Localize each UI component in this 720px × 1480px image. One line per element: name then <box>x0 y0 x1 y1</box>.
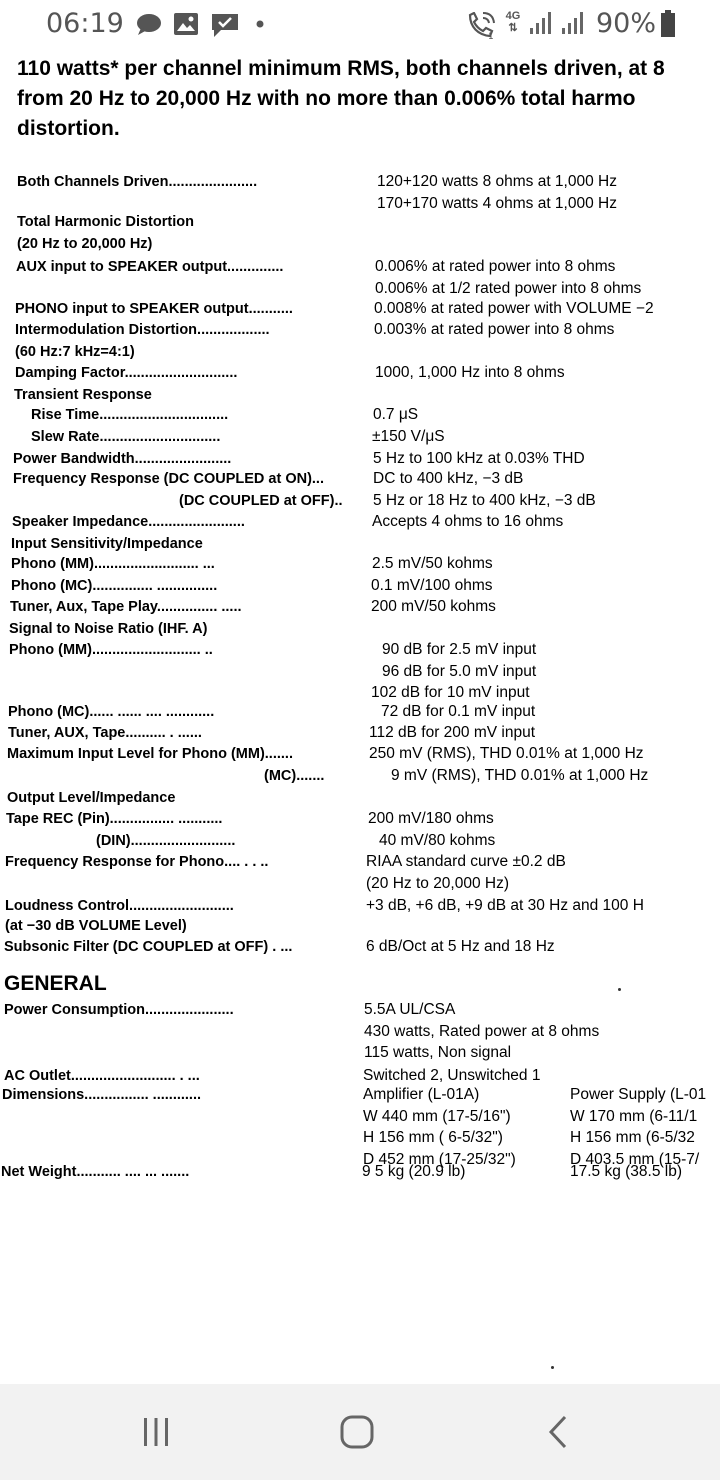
headline <box>17 54 720 144</box>
spec-row <box>0 299 720 319</box>
spec-row <box>0 469 720 489</box>
svg-text:1: 1 <box>488 32 494 40</box>
spec-value-secondary: 17.5 kg (38.5 lb) <box>570 1163 683 1180</box>
message-icon <box>211 12 239 38</box>
spec-row <box>0 512 720 532</box>
spec-label: Frequency Response for Phono.... . . .. <box>5 854 269 870</box>
spec-value: RIAA standard curve ±0.2 dB <box>366 853 566 870</box>
spec-value: 250 mV (RMS), THD 0.01% at 1,000 Hz <box>369 745 644 762</box>
general-row <box>0 1162 720 1182</box>
spec-label: Damping Factor............................ <box>15 365 238 381</box>
spec-value: Accepts 4 ohms to 16 ohms <box>372 513 564 530</box>
spec-value: DC to 400 kHz, −3 dB <box>373 470 524 487</box>
spec-row <box>0 640 720 701</box>
spec-row <box>0 619 720 639</box>
spec-label: (at −30 dB VOLUME Level) <box>5 918 187 934</box>
signal-bars-icon <box>560 10 586 36</box>
spec-value: 0.7 μS <box>373 406 419 423</box>
spec-row <box>0 342 720 362</box>
spec-label: Loudness Control.......................... <box>5 898 234 914</box>
home-icon <box>339 1414 375 1450</box>
recent-apps-icon <box>140 1416 172 1448</box>
spec-label: Both Channels Driven...................... <box>17 174 258 190</box>
spec-row <box>0 597 720 617</box>
general-row <box>0 1000 720 1061</box>
spec-label: Power Consumption...................... <box>4 1002 234 1018</box>
battery-icon <box>660 10 676 38</box>
spec-value: 40 mV/80 kohms <box>379 832 496 849</box>
spec-value: 200 mV/180 ohms <box>368 810 494 827</box>
spec-value-secondary: W 170 mm (6-11/1 <box>570 1107 698 1125</box>
spec-label: Tuner, AUX, Tape.......... . ...... <box>8 725 202 741</box>
spec-label: Power Bandwidth........................ <box>13 451 232 467</box>
back-icon <box>546 1414 570 1450</box>
spec-label: Phono (MC)...... ...... .... ............ <box>8 704 215 720</box>
general-heading: GENERAL <box>4 972 107 995</box>
spec-value: (20 Hz to 20,000 Hz) <box>366 874 510 892</box>
spec-value: 9 mV (RMS), THD 0.01% at 1,000 Hz <box>391 767 649 784</box>
spec-row <box>0 916 720 936</box>
spec-label: Input Sensitivity/Impedance <box>11 536 203 552</box>
spec-value: 2.5 mV/50 kohms <box>372 555 493 572</box>
spec-value: 5 Hz to 100 kHz at 0.03% THD <box>373 450 585 467</box>
spec-row <box>0 744 720 764</box>
spec-label: Subsonic Filter (DC COUPLED at OFF) . ... <box>4 939 293 955</box>
spec-row <box>0 702 720 722</box>
spec-label: Speaker Impedance........................ <box>12 514 245 530</box>
spec-label: Output Level/Impedance <box>7 790 176 806</box>
home-button[interactable] <box>327 1408 387 1456</box>
spec-row <box>0 234 720 254</box>
spec-value: 0.008% at rated power with VOLUME −2 <box>374 300 654 317</box>
spec-value: 1000, 1,000 Hz into 8 ohms <box>375 364 565 381</box>
back-button[interactable] <box>528 1408 588 1456</box>
spec-value: ±150 V/μS <box>372 428 445 445</box>
spec-row <box>0 554 720 574</box>
spec-label: Signal to Noise Ratio (IHF. A) <box>9 621 208 637</box>
image-icon <box>173 12 199 36</box>
spec-value: 5.5A UL/CSA <box>364 1001 456 1018</box>
spec-value: 0.003% at rated power into 8 ohms <box>374 321 615 338</box>
spec-row <box>0 172 720 212</box>
spec-value: 120+120 watts 8 ohms at 1,000 Hz <box>377 173 617 190</box>
spec-row <box>0 385 720 405</box>
recent-apps-button[interactable] <box>126 1408 186 1456</box>
status-bar <box>0 0 720 48</box>
spec-value: D 452 mm (17-25/32") <box>363 1150 516 1168</box>
spec-label: Phono (MC)............... ............... <box>11 578 218 594</box>
spec-row <box>0 212 720 232</box>
spec-row <box>0 534 720 554</box>
spec-value-secondary: Power Supply (L-01 <box>570 1086 707 1103</box>
spec-row <box>0 788 720 808</box>
spec-value: Amplifier (L-01A) <box>363 1086 480 1103</box>
spec-label: Dimensions................ ............ <box>2 1087 202 1103</box>
spec-value: W 440 mm (17-5/16") <box>363 1107 511 1125</box>
spec-label: Maximum Input Level for Phono (MM)....... <box>7 746 293 762</box>
spec-label: Tuner, Aux, Tape Play............... ..... <box>10 599 242 615</box>
general-row <box>0 1085 720 1168</box>
spec-label: Transient Response <box>14 387 152 403</box>
spec-label: Phono (MM).......................... ... <box>11 556 215 572</box>
spec-label: Total Harmonic Distortion <box>17 214 194 230</box>
spec-value: 112 dB for 200 mV input <box>369 724 536 741</box>
chat-bubble-icon <box>135 12 163 36</box>
spec-value: 200 mV/50 kohms <box>371 598 496 615</box>
spec-row <box>0 831 720 851</box>
spec-row <box>0 320 720 340</box>
spec-row <box>0 427 720 447</box>
spec-label: Intermodulation Distortion.................. <box>15 322 270 338</box>
spec-value-secondary: H 156 mm (6-5/32 <box>570 1129 695 1146</box>
spec-value: 72 dB for 0.1 mV input <box>381 703 536 720</box>
spec-row <box>0 896 720 916</box>
spec-row <box>0 766 720 786</box>
spec-label: (DIN).......................... <box>96 833 236 849</box>
headline-line: 110 watts* per channel minimum RMS, both channels driven, at 8 <box>17 57 665 80</box>
spec-value: 96 dB for 5.0 mV input <box>382 662 537 680</box>
spec-label: (DC COUPLED at OFF).. <box>179 493 343 509</box>
spec-row <box>0 576 720 596</box>
headline-line: from 20 Hz to 20,000 Hz with no more than 0.006% total harmo <box>17 87 636 110</box>
spec-value: 6 dB/Oct at 5 Hz and 18 Hz <box>366 938 555 955</box>
spec-label: Tape REC (Pin)................ ........... <box>6 811 223 827</box>
headline-line: distortion. <box>17 117 120 140</box>
dot-icon <box>256 20 264 28</box>
spec-row <box>0 723 720 743</box>
spec-document <box>0 48 720 1384</box>
spec-value: 9 5 kg (20.9 lb) <box>362 1163 466 1180</box>
spec-label: Slew Rate.............................. <box>31 429 221 445</box>
scan-speck <box>618 988 621 991</box>
battery-percent: 90% <box>596 8 657 39</box>
spec-value: 170+170 watts 4 ohms at 1,000 Hz <box>377 194 617 212</box>
spec-label: AUX input to SPEAKER output.............. <box>16 259 284 275</box>
spec-row <box>0 363 720 383</box>
spec-value: 0.1 mV/100 ohms <box>371 577 493 594</box>
spec-label: Net Weight........... .... ... ....... <box>1 1164 190 1180</box>
spec-value: 0.006% at rated power into 8 ohms <box>375 258 616 275</box>
navigation-bar <box>0 1384 720 1480</box>
general-row <box>0 1066 720 1086</box>
signal-bars-icon <box>528 10 554 36</box>
spec-label: (MC)....... <box>264 768 325 784</box>
spec-row <box>0 491 720 511</box>
spec-label: Frequency Response (DC COUPLED at ON)... <box>13 471 324 487</box>
spec-value: +3 dB, +6 dB, +9 dB at 30 Hz and 100 H <box>366 897 644 914</box>
network-4g-icon: 4G ⇅ <box>505 10 521 34</box>
spec-label: Rise Time................................ <box>31 407 229 423</box>
spec-value: 430 watts, Rated power at 8 ohms <box>364 1022 600 1040</box>
spec-label: (20 Hz to 20,000 Hz) <box>17 236 153 252</box>
spec-row <box>0 809 720 829</box>
spec-label: PHONO input to SPEAKER output........... <box>15 301 293 317</box>
spec-label: AC Outlet.......................... . ... <box>4 1068 200 1084</box>
wifi-calling-icon <box>466 12 496 40</box>
spec-row <box>0 257 720 297</box>
spec-row <box>0 449 720 469</box>
spec-row <box>0 937 720 957</box>
spec-value: 0.006% at 1/2 rated power into 8 ohms <box>375 279 642 297</box>
spec-value: Switched 2, Unswitched 1 <box>363 1067 541 1084</box>
status-time: 06:19 <box>46 8 124 39</box>
spec-row <box>0 852 720 892</box>
spec-value: H 156 mm ( 6-5/32") <box>363 1129 503 1146</box>
spec-value: 90 dB for 2.5 mV input <box>382 641 537 658</box>
spec-label: Phono (MM)........................... .. <box>9 642 213 658</box>
spec-value: 115 watts, Non signal <box>364 1044 512 1061</box>
spec-value: 102 dB for 10 mV input <box>371 684 530 701</box>
spec-value-secondary: D 403.5 mm (15-7/ <box>570 1150 700 1168</box>
scan-speck <box>551 1366 554 1369</box>
spec-label: (60 Hz:7 kHz=4:1) <box>15 344 135 360</box>
spec-row <box>0 405 720 425</box>
spec-value: 5 Hz or 18 Hz to 400 kHz, −3 dB <box>373 492 596 509</box>
